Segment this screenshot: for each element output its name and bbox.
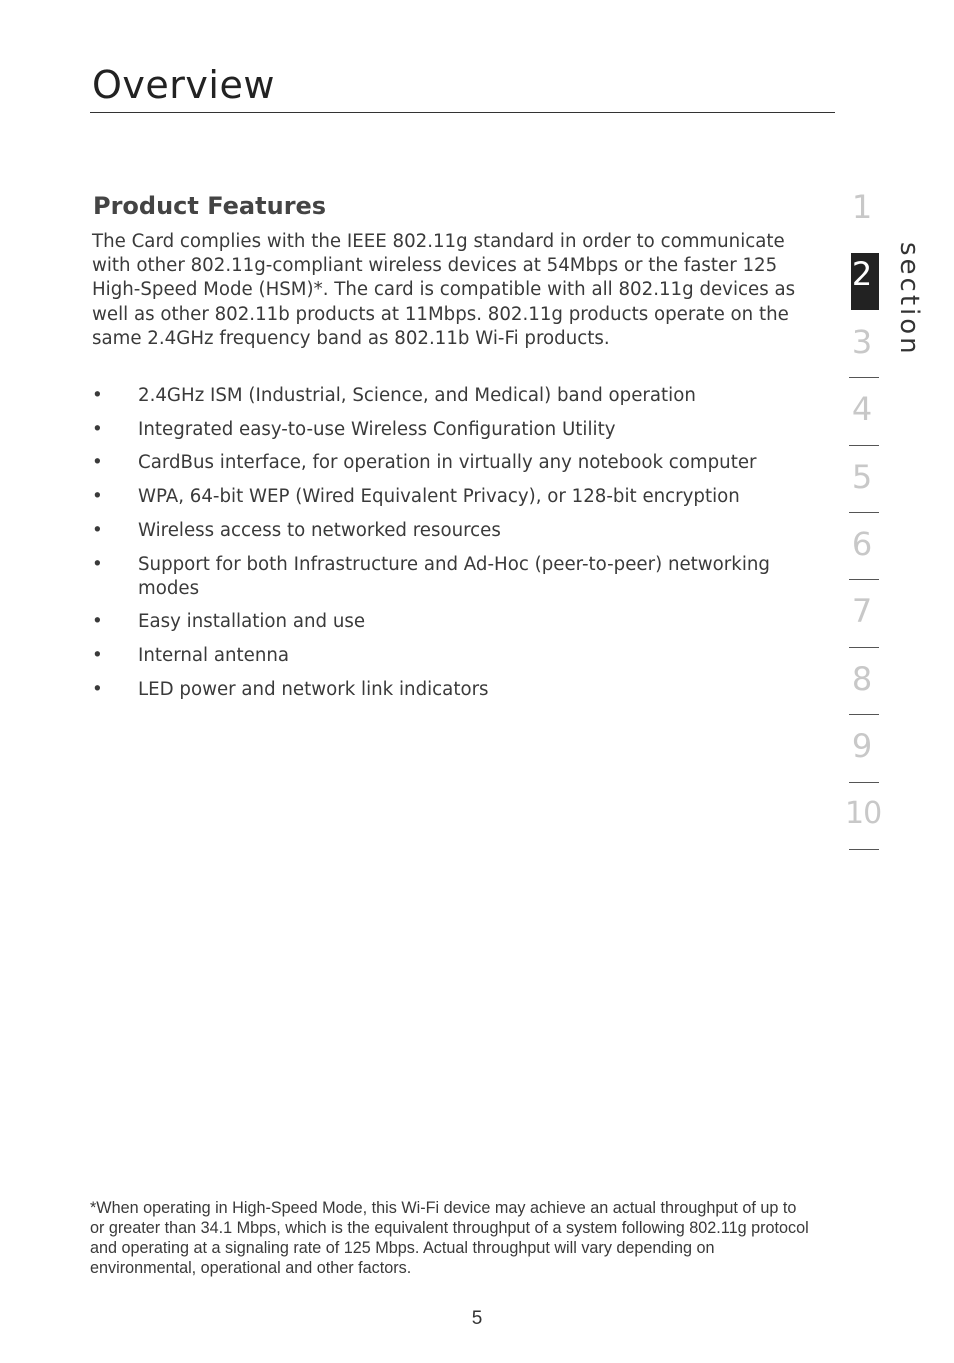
intro-paragraph: The Card complies with the IEEE 802.11g standard in order to communicate with other 802.11g-compliant wireless devices at 54Mbps or the faster 125 High-Speed Mode (HSM)*. The card is compatible with all 802.11g devices as well as other 802.11b products at 11Mbps. 802.11g products operate on the same 2.4GHz frequency band as 802.11b Wi-Fi products. (92, 231, 796, 349)
nav-divider (849, 849, 879, 850)
section-nav-item-7[interactable]: 7 (845, 584, 879, 651)
bullet-icon: • (92, 519, 103, 541)
section-nav-item-6[interactable]: 6 (845, 517, 879, 584)
feature-text: 2.4GHz ISM (Industrial, Science, and Medical) band operation (138, 385, 696, 406)
nav-divider (849, 579, 879, 580)
bullet-icon: • (92, 611, 103, 633)
feature-item (92, 451, 812, 475)
nav-divider (849, 377, 879, 378)
section-nav-item-5[interactable]: 5 (845, 450, 879, 517)
bullet-icon: • (92, 452, 103, 474)
section-nav-item-3[interactable]: 3 (845, 315, 879, 382)
section-nav-item-4[interactable]: 4 (845, 382, 879, 449)
section-nav-item-2[interactable]: 2 (845, 247, 879, 314)
feature-item (92, 384, 812, 408)
page-number: 5 (471, 1308, 483, 1329)
feature-item (92, 485, 812, 509)
bullet-icon: • (92, 645, 103, 667)
bullet-icon: • (92, 486, 103, 508)
feature-text: Support for both Infrastructure and Ad-Hoc (peer-to-peer) networking modes (138, 553, 770, 599)
feature-text: Internal antenna (138, 645, 290, 667)
feature-text: Easy installation and use (138, 611, 366, 633)
header-divider (90, 112, 835, 113)
bullet-icon: • (92, 418, 103, 440)
nav-divider (849, 647, 879, 648)
section-nav-item-9[interactable]: 9 (845, 719, 879, 786)
section-nav-item-1[interactable]: 1 (851, 188, 873, 226)
feature-text: WPA, 64-bit WEP (Wired Equivalent Privacy), or 128-bit encryption (138, 486, 740, 508)
feature-text: Integrated easy-to-use Wireless Configuration Utility (138, 418, 616, 440)
nav-divider (849, 512, 879, 513)
feature-text: LED power and network link indicators (138, 678, 489, 700)
feature-text: Wireless access to networked resources (138, 519, 501, 541)
footnote: *When operating in High-Speed Mode, this Wi-Fi device may achieve an actual throughput of up to or greater than 34.1 Mbps, which is the equivalent throughput of a system following 802.11g protocol and operating at a signaling rate of 125 Mbps. Actual throughput will vary depending on environmental, operational and other factors. (90, 1199, 809, 1277)
section-nav (845, 180, 885, 854)
feature-item (92, 678, 812, 702)
feature-item (92, 553, 812, 601)
feature-item (92, 418, 812, 442)
bullet-icon: • (92, 553, 103, 575)
feature-item (92, 644, 812, 668)
section-label: section (894, 242, 924, 357)
feature-item (92, 519, 812, 543)
page-title: Overview (92, 63, 275, 107)
feature-item (92, 610, 812, 634)
section-heading: Product Features (93, 192, 327, 220)
feature-list (92, 384, 812, 712)
bullet-icon: • (92, 385, 103, 406)
section-nav-item-8[interactable]: 8 (845, 652, 879, 719)
nav-divider (849, 714, 879, 715)
nav-divider (849, 782, 879, 783)
section-nav-item-10[interactable]: 10 (845, 787, 879, 854)
nav-divider (849, 445, 879, 446)
bullet-icon: • (92, 678, 103, 700)
feature-text: CardBus interface, for operation in virtually any notebook computer (138, 452, 757, 474)
